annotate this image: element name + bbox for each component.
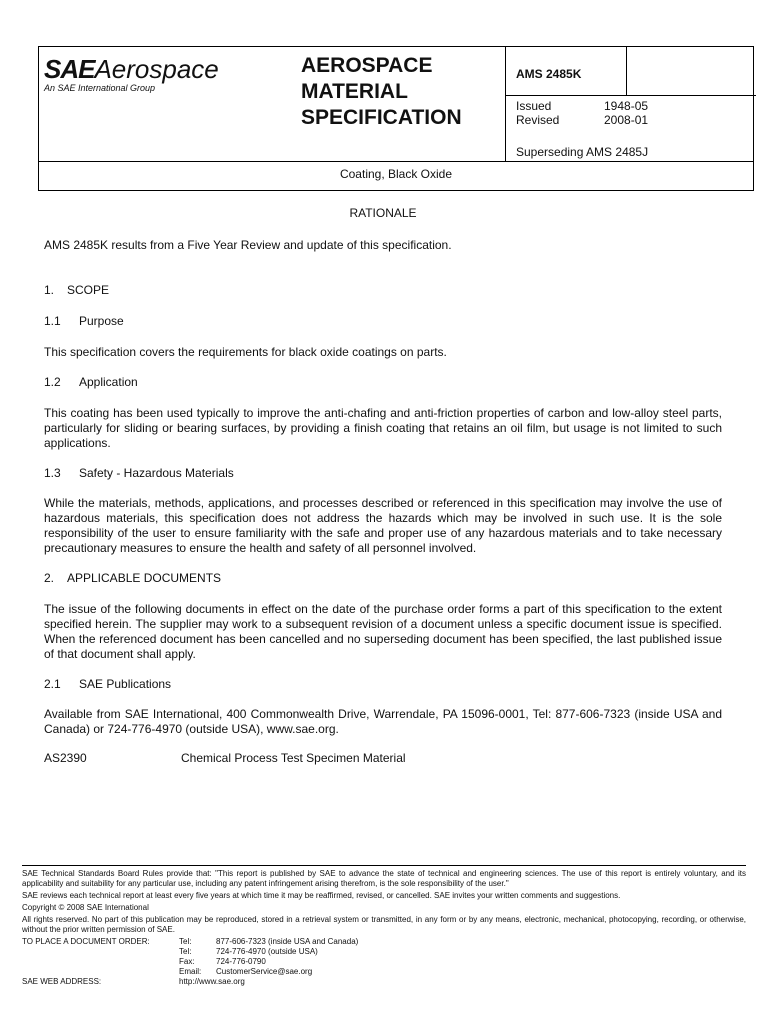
- header-box: [38, 46, 754, 191]
- section-1-2-heading: [44, 375, 722, 390]
- section-2-text: The issue of the following documents in effect on the date of the purchase order forms a part of this specification to the extent specified herein. The supplier may work to a subsequent revision of a document unless a specific document issue is specified. When the referenced document has been cancelled and no superseding document has been specified, the last published issue of that document shall apply.: [44, 602, 722, 661]
- footer: [22, 865, 746, 997]
- section-title: APPLICABLE DOCUMENTS: [67, 571, 222, 585]
- rationale-heading: RATIONALE: [349, 206, 417, 220]
- fax-value: 724-776-0790: [216, 957, 266, 966]
- section-1-3-heading: [44, 466, 722, 481]
- email-key: Email:: [179, 967, 202, 976]
- section-2-1-heading: [44, 677, 722, 692]
- revised-row: [516, 113, 649, 127]
- issued-row: [516, 99, 649, 113]
- issued-value: 1948-05: [604, 99, 649, 113]
- tel1-value: 877-606-7323 (inside USA and Canada): [216, 937, 359, 946]
- section-number: 2.: [44, 571, 55, 585]
- superseding-note: Superseding AMS 2485J: [516, 145, 649, 159]
- logo-aerospace-text: Aerospace: [94, 54, 219, 84]
- web-address-link[interactable]: http://www.sae.org: [179, 977, 245, 986]
- rationale-text: AMS 2485K results from a Five Year Review and update of this specification.: [44, 238, 452, 252]
- section-number: 1.2: [44, 375, 61, 389]
- reference-title: Chemical Process Test Specimen Material: [181, 751, 406, 765]
- section-title: SAE Publications: [79, 677, 172, 691]
- section-1-heading: [44, 283, 722, 298]
- logo-sae-text: SAE: [44, 54, 95, 84]
- revised-value: 2008-01: [604, 113, 649, 127]
- document-title: Coating, Black Oxide: [339, 167, 453, 181]
- web-label: SAE WEB ADDRESS:: [22, 977, 102, 986]
- issued-label: Issued: [516, 99, 552, 113]
- reference-row: [44, 751, 722, 767]
- logo-subtitle: An SAE International Group: [44, 83, 156, 93]
- tel2-key: Tel:: [179, 947, 192, 956]
- section-number: 1.3: [44, 466, 61, 480]
- fax-key: Fax:: [179, 957, 195, 966]
- spec-title: [301, 53, 462, 131]
- section-title: SCOPE: [67, 283, 110, 297]
- tel1-key: Tel:: [179, 937, 192, 946]
- section-1-2-text: This coating has been used typically to improve the anti-chafing and anti-friction properties of carbon and low-alloy steel parts, particularly for sliding or bearing surfaces, by providing a finish coating that retains an oil film, but usage is not limited to such applications.: [44, 406, 722, 450]
- section-title: Application: [79, 375, 138, 389]
- reference-code: AS2390: [44, 751, 87, 765]
- section-title: Safety - Hazardous Materials: [79, 466, 234, 480]
- revised-label: Revised: [516, 113, 560, 127]
- section-2-1-text: Available from SAE International, 400 Commonwealth Drive, Warrendale, PA 15096-0001, Tel: 877-606-7323 (inside USA and Canada) or 724-776-4970 (outside USA), www.sae.org.: [44, 707, 722, 736]
- section-2-heading: [44, 571, 722, 586]
- order-contact-block: [22, 937, 746, 997]
- spec-title-line-1: AEROSPACE: [301, 54, 433, 77]
- order-label: TO PLACE A DOCUMENT ORDER:: [22, 937, 150, 946]
- section-number: 1.1: [44, 314, 61, 328]
- footer-copyright: Copyright © 2008 SAE International: [22, 903, 149, 912]
- section-1-3-text: While the materials, methods, applications, and processes described or referenced in this specification may involve the use of hazardous materials, this specification does not address the hazards which may be involved in such use. It is the sole responsibility of the user to ensure familiarity with the safe and proper use of any hazardous materials and to take necessary precautionary measures to ensure the health and safety of all personnel involved.: [44, 496, 722, 555]
- spec-title-line-3: SPECIFICATION: [301, 106, 462, 129]
- section-title: Purpose: [79, 314, 124, 328]
- spec-title-line-2: MATERIAL: [301, 80, 408, 103]
- footer-review: SAE reviews each technical report at least every five years at which time it may be reaffirmed, revised, or cancelled. SAE invites your written comments and suggestions.: [22, 891, 621, 900]
- spec-info-column: [505, 47, 756, 161]
- cell-divider: [626, 47, 627, 95]
- ams-number: AMS 2485K: [516, 67, 582, 81]
- section-1-1-text: This specification covers the requirements for black oxide coatings on parts.: [44, 345, 447, 359]
- footer-rights: All rights reserved. No part of this publication may be reproduced, stored in a retrieval system or transmitted, in any form or by any means, electronic, mechanical, photocopying, recording, or otherwise, without the prior written permission of SAE.: [22, 915, 746, 934]
- tel2-value: 724-776-4970 (outside USA): [216, 947, 318, 956]
- sae-aerospace-logo: [44, 55, 219, 93]
- section-number: 2.1: [44, 677, 61, 691]
- section-number: 1.: [44, 283, 55, 297]
- header-title-row: [39, 47, 753, 162]
- spec-number-cell: [506, 47, 756, 96]
- email-value[interactable]: CustomerService@sae.org: [216, 967, 313, 976]
- footer-rules: SAE Technical Standards Board Rules provide that: "This report is published by SAE to advance the state of technical and engineering sciences. The use of this report is entirely voluntary, and its applicability and suitability for any particular use, including any patent infringement arising therefrom, is the sole responsibility of the user.": [22, 869, 746, 888]
- section-1-1-heading: [44, 314, 722, 329]
